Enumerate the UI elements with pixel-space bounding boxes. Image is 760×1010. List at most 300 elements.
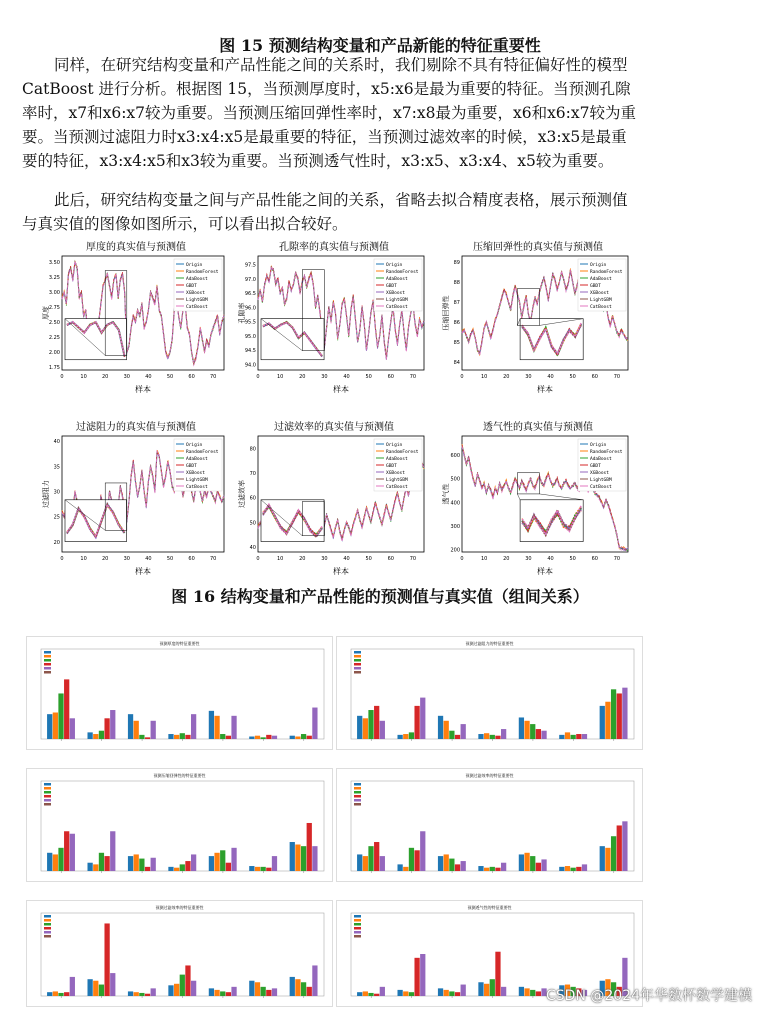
line-chart-5 (236, 418, 432, 580)
y-axis-label: 厚度 (41, 306, 50, 320)
importance-chart-1 (26, 636, 333, 750)
x-tick-label: 60 (188, 374, 194, 380)
legend-label: RandomForest (186, 269, 219, 275)
importance-bar (87, 732, 92, 739)
importance-bar (519, 987, 524, 996)
legend-swatch (44, 651, 51, 654)
importance-bar (307, 736, 312, 739)
importance-bar (576, 734, 581, 739)
importance-bar (58, 848, 63, 871)
importance-bar (455, 864, 460, 871)
legend-label: CatBoost (590, 304, 612, 310)
importance-bar (301, 846, 306, 871)
plot-frame (351, 649, 634, 739)
importance-bar (47, 853, 52, 871)
importance-bar (191, 714, 196, 739)
legend-label: LightGBM (386, 297, 408, 303)
importance-bar (600, 846, 605, 871)
y-axis-label: 孔隙率 (237, 303, 246, 324)
importance-bar (524, 988, 529, 996)
y-tick-label: 2.75 (49, 305, 60, 311)
importance-bar (266, 990, 271, 996)
legend-label: RandomForest (386, 269, 419, 275)
x-tick-label: 10 (80, 556, 86, 562)
x-tick-label: 50 (167, 374, 173, 380)
legend-label: LightGBM (186, 297, 208, 303)
line-chart-svg (236, 238, 432, 398)
importance-bar (357, 992, 362, 996)
x-tick-label: 60 (388, 556, 394, 562)
importance-bar (600, 706, 605, 739)
x-tick-label: 40 (145, 374, 151, 380)
importance-bar (191, 854, 196, 871)
importance-bar (484, 984, 489, 996)
y-tick-label: 96.5 (245, 291, 256, 297)
legend-swatch (354, 671, 361, 674)
importance-bar (209, 856, 214, 871)
x-tick-label: 60 (592, 556, 598, 562)
importance-bar (363, 856, 368, 871)
x-tick-label: 40 (145, 556, 151, 562)
legend-label: RandomForest (590, 449, 623, 455)
legend-swatch (354, 927, 361, 930)
y-axis-label: 过滤阻力 (41, 480, 50, 508)
legend-label: CatBoost (186, 304, 208, 310)
importance-bar (461, 985, 466, 996)
importance-bar (180, 733, 185, 739)
legend-swatch (354, 667, 361, 670)
x-tick-label: 60 (388, 374, 394, 380)
legend-label: CatBoost (386, 484, 408, 490)
importance-chart-title: 预测过滤效率的特征重要性 (156, 904, 204, 910)
importance-bar (438, 716, 443, 739)
importance-bar (403, 991, 408, 996)
importance-bar (70, 834, 75, 871)
importance-bar (484, 868, 489, 871)
x-tick-label: 30 (525, 374, 531, 380)
importance-bar (617, 825, 622, 871)
y-tick-label: 87 (454, 300, 460, 306)
importance-bar (605, 702, 610, 739)
line-chart-svg (236, 418, 432, 580)
importance-bar (290, 736, 295, 739)
importance-bar (134, 721, 139, 739)
importance-bar (444, 854, 449, 871)
y-tick-label: 2.50 (49, 320, 60, 326)
y-tick-label: 3.50 (49, 260, 60, 266)
importance-bar (47, 992, 52, 996)
paragraph-2-text: 此后，研究结构变量之间与产品性能之间的关系，省略去拟合精度表格，展示预测值与真实值的图像如图所示，可以看出拟合较好。 (22, 191, 628, 233)
y-tick-label: 70 (250, 471, 256, 477)
importance-bar (231, 716, 236, 739)
importance-bar (438, 856, 443, 871)
importance-chart-svg (27, 637, 332, 749)
y-tick-label: 400 (450, 500, 460, 506)
x-tick-label: 50 (365, 374, 371, 380)
x-tick-label: 30 (124, 374, 130, 380)
importance-bar (104, 923, 109, 996)
legend-label: LightGBM (186, 477, 208, 483)
importance-bar (290, 977, 295, 996)
importance-bar (70, 977, 75, 996)
legend-label: GBDT (386, 283, 397, 289)
importance-bar (368, 710, 373, 739)
importance-bar (444, 721, 449, 739)
legend-label: RandomForest (590, 269, 623, 275)
line-chart-title: 过滤效率的真实值与预测值 (274, 420, 394, 433)
x-tick-label: 20 (299, 374, 305, 380)
x-tick-label: 20 (299, 556, 305, 562)
legend-swatch (44, 931, 51, 934)
importance-bar (449, 859, 454, 871)
importance-bar (449, 731, 454, 739)
legend-swatch (354, 659, 361, 662)
legend-label: Origin (590, 442, 607, 448)
x-tick-label: 50 (569, 374, 575, 380)
importance-bar (180, 864, 185, 871)
legend-swatch (44, 787, 51, 790)
importance-bar (524, 721, 529, 739)
importance-chart-title: 预测过滤效率的特征重要性 (466, 772, 514, 778)
y-axis-label: 透气性 (441, 484, 450, 505)
importance-bar (266, 735, 271, 739)
importance-bar (582, 734, 587, 739)
x-tick-label: 20 (503, 374, 509, 380)
legend-label: GBDT (386, 463, 397, 469)
x-tick-label: 10 (481, 556, 487, 562)
importance-bar (363, 718, 368, 739)
y-tick-label: 30 (54, 489, 60, 495)
importance-bar (397, 864, 402, 871)
x-tick-label: 30 (124, 556, 130, 562)
importance-bar (209, 711, 214, 739)
importance-bar (438, 988, 443, 996)
legend-label: Origin (386, 262, 403, 268)
importance-bar (530, 724, 535, 739)
legend-label: AdaBoost (386, 276, 408, 282)
importance-bar (420, 831, 425, 871)
legend-swatch (44, 915, 51, 918)
x-tick-label: 70 (614, 374, 620, 380)
importance-bar (290, 842, 295, 871)
x-tick-label: 20 (102, 374, 108, 380)
legend-swatch (44, 923, 51, 926)
importance-bar (214, 853, 219, 871)
importance-chart-3 (26, 768, 333, 882)
importance-bar (249, 866, 254, 871)
importance-bar (151, 858, 156, 871)
importance-bar (295, 737, 300, 739)
importance-bar (501, 729, 506, 739)
y-tick-label: 94.0 (245, 362, 256, 368)
importance-bar (226, 736, 231, 739)
importance-bar (403, 734, 408, 739)
importance-bar (93, 734, 98, 739)
legend-label: Origin (590, 262, 607, 268)
legend-swatch (354, 931, 361, 934)
legend-swatch (44, 659, 51, 662)
y-tick-label: 84 (454, 360, 460, 366)
importance-bar (420, 698, 425, 739)
importance-bar (397, 990, 402, 996)
legend-swatch (44, 655, 51, 658)
zoom-connector (517, 494, 520, 500)
importance-bar (461, 724, 466, 739)
importance-bar (295, 845, 300, 871)
importance-bar (87, 863, 92, 871)
y-tick-label: 95.5 (245, 320, 256, 326)
importance-bar (484, 733, 489, 739)
importance-bar (571, 735, 576, 739)
importance-bar (490, 867, 495, 871)
legend-swatch (354, 803, 361, 806)
y-tick-label: 40 (250, 545, 256, 551)
x-tick-label: 70 (410, 556, 416, 562)
importance-bar (565, 732, 570, 739)
legend-swatch (354, 783, 361, 786)
legend-label: GBDT (590, 463, 601, 469)
importance-bar (214, 990, 219, 996)
legend-label: LightGBM (590, 297, 612, 303)
importance-bar (255, 982, 260, 996)
x-axis-label: 样本 (537, 566, 553, 576)
legend-label: XGBoost (186, 470, 205, 476)
importance-bar (582, 864, 587, 871)
importance-bar (478, 982, 483, 996)
zoom-connector (517, 319, 520, 326)
importance-bar (185, 965, 190, 996)
importance-bar (64, 831, 69, 871)
legend-label: LightGBM (590, 477, 612, 483)
importance-bar (110, 973, 115, 996)
importance-bar (368, 993, 373, 996)
importance-bar (261, 867, 266, 871)
importance-bar (231, 987, 236, 996)
line-chart-title: 透气性的真实值与预测值 (483, 420, 593, 433)
importance-bar (380, 856, 385, 871)
importance-bar (272, 736, 277, 739)
importance-bar (139, 735, 144, 739)
legend-swatch (354, 915, 361, 918)
importance-bar (134, 854, 139, 871)
legend-label: XGBoost (386, 470, 405, 476)
importance-bar (403, 867, 408, 871)
line-chart-title: 孔隙率的真实值与预测值 (279, 240, 389, 253)
importance-bar (226, 863, 231, 871)
legend-swatch (44, 783, 51, 786)
importance-bar (139, 993, 144, 996)
importance-bar (524, 853, 529, 871)
y-tick-label: 35 (54, 464, 60, 470)
importance-bar (58, 693, 63, 739)
legend-label: AdaBoost (186, 276, 208, 282)
y-axis-label: 压缩回弹性 (441, 296, 450, 331)
importance-bar (357, 854, 362, 871)
legend-swatch (44, 671, 51, 674)
legend-swatch (44, 667, 51, 670)
line-chart-3 (440, 238, 636, 398)
importance-bar (104, 718, 109, 739)
importance-bar (565, 866, 570, 871)
importance-bar (495, 736, 500, 739)
legend-label: Origin (186, 442, 203, 448)
zoom-connector (539, 494, 583, 500)
x-tick-label: 70 (210, 374, 216, 380)
legend-swatch (354, 663, 361, 666)
legend-label: Origin (386, 442, 403, 448)
importance-bar (490, 735, 495, 739)
importance-bar (110, 831, 115, 871)
y-tick-label: 97.0 (245, 277, 256, 283)
paragraph-2 (22, 188, 642, 236)
importance-bar (541, 859, 546, 871)
importance-bar (357, 716, 362, 739)
importance-bar (530, 856, 535, 871)
y-tick-label: 85 (454, 340, 460, 346)
importance-bar (444, 990, 449, 996)
importance-bar (99, 853, 104, 871)
legend-label: XGBoost (186, 290, 205, 296)
y-tick-label: 300 (450, 524, 460, 530)
importance-bar (87, 979, 92, 996)
importance-bar (530, 990, 535, 996)
importance-bar (249, 737, 254, 739)
x-tick-label: 0 (60, 374, 63, 380)
x-axis-label: 样本 (537, 384, 553, 394)
importance-bar (380, 987, 385, 996)
importance-bar (605, 848, 610, 871)
legend-swatch (354, 919, 361, 922)
importance-bar (312, 846, 317, 871)
fig16-title: 图 16 结构变量和产品性能的预测值与真实值（组间关系） (0, 584, 760, 607)
line-chart-2 (236, 238, 432, 398)
importance-bar (501, 863, 506, 871)
x-tick-label: 50 (167, 556, 173, 562)
x-tick-label: 20 (102, 556, 108, 562)
importance-bar (134, 992, 139, 996)
importance-bar (266, 868, 271, 871)
importance-chart-svg (27, 769, 332, 881)
line-chart-svg (440, 238, 636, 398)
importance-bar (478, 866, 483, 871)
importance-bar (414, 706, 419, 739)
legend-label: GBDT (590, 283, 601, 289)
y-tick-label: 40 (54, 439, 60, 445)
legend-swatch (354, 923, 361, 926)
x-tick-label: 70 (410, 374, 416, 380)
importance-bar (220, 991, 225, 996)
legend-swatch (44, 935, 51, 938)
line-chart-4 (40, 418, 232, 580)
legend-label: GBDT (186, 463, 197, 469)
y-tick-label: 3.00 (49, 290, 60, 296)
importance-bar (374, 706, 379, 739)
y-tick-label: 96.0 (245, 305, 256, 311)
importance-bar (536, 729, 541, 739)
importance-bar (414, 958, 419, 996)
importance-bar (99, 731, 104, 739)
importance-bar (374, 994, 379, 996)
legend-swatch (354, 795, 361, 798)
importance-bar (272, 856, 277, 871)
importance-bar (536, 991, 541, 996)
paragraph-1-text: 同样，在研究结构变量和产品性能之间的关系时，我们剔除不具有特征偏好性的模型 CatBoost 进行分析。根据图 15，当预测厚度时，x5:x6是最为重要的特征。当预测孔隙率时，x7和x6:x7较为重要。当预测压缩回弹性率时，x7:x8最为重要，x6和x6:x7较为重要。当预测过滤阻力时x3:x4:x5是最重要的特征，当预测过滤效率的时候，x3:x5是最重要的特征，x3:x4:x5和x3较为重要。当预测透气性时，x3:x5、x3:x4、x5较为重要。 (22, 56, 636, 170)
importance-bar (145, 994, 150, 996)
x-tick-label: 0 (460, 374, 463, 380)
importance-bar (128, 991, 133, 996)
importance-bar (409, 732, 414, 739)
importance-bar (53, 991, 58, 996)
importance-bar (255, 867, 260, 871)
line-chart-6 (440, 418, 636, 580)
importance-bar (145, 867, 150, 871)
importance-bar (455, 735, 460, 739)
importance-bar (261, 737, 266, 739)
legend-label: Origin (186, 262, 203, 268)
importance-chart-title: 预测透气性的特征重要性 (468, 904, 512, 910)
line-chart-title: 过滤阻力的真实值与预测值 (76, 420, 196, 433)
x-tick-label: 0 (256, 374, 259, 380)
importance-bar (53, 854, 58, 871)
importance-bar (104, 856, 109, 871)
importance-chart-svg (27, 901, 332, 1006)
y-tick-label: 2.00 (49, 350, 60, 356)
line-chart-1 (40, 238, 232, 398)
importance-bar (397, 735, 402, 739)
importance-bar (255, 736, 260, 739)
importance-bar (622, 688, 627, 739)
x-tick-label: 10 (277, 374, 283, 380)
importance-bar (128, 856, 133, 871)
legend-label: AdaBoost (590, 276, 612, 282)
line-chart-svg (440, 418, 636, 580)
importance-bar (231, 848, 236, 871)
importance-bar (93, 864, 98, 871)
x-tick-label: 0 (60, 556, 63, 562)
plot-frame (41, 649, 324, 739)
importance-bar (368, 846, 373, 871)
importance-bar (409, 992, 414, 996)
importance-bar (110, 710, 115, 739)
importance-bar (541, 731, 546, 739)
importance-bar (449, 991, 454, 996)
legend-label: XGBoost (386, 290, 405, 296)
importance-bar (47, 714, 52, 739)
x-tick-label: 10 (277, 556, 283, 562)
importance-bar (151, 988, 156, 996)
importance-bar (312, 965, 317, 996)
legend-label: GBDT (186, 283, 197, 289)
x-axis-label: 样本 (333, 566, 349, 576)
legend-swatch (44, 919, 51, 922)
importance-bar (519, 854, 524, 871)
importance-chart-svg (337, 769, 642, 881)
csdn-watermark: CSDN @2024年华数杯数学建模 (546, 985, 752, 1005)
legend-swatch (44, 803, 51, 806)
y-tick-label: 20 (54, 540, 60, 546)
importance-bar (185, 735, 190, 739)
importance-bar (261, 987, 266, 996)
x-tick-label: 0 (256, 556, 259, 562)
importance-chart-title: 预测过滤阻力的特征重要性 (466, 640, 514, 646)
importance-bar (455, 992, 460, 996)
importance-bar (380, 721, 385, 739)
legend-label: CatBoost (186, 484, 208, 490)
importance-bar (501, 987, 506, 996)
fig15-title: 图 15 预测结构变量和产品新能的特征重要性 (0, 33, 760, 56)
importance-bar (168, 985, 173, 996)
legend-label: RandomForest (386, 449, 419, 455)
